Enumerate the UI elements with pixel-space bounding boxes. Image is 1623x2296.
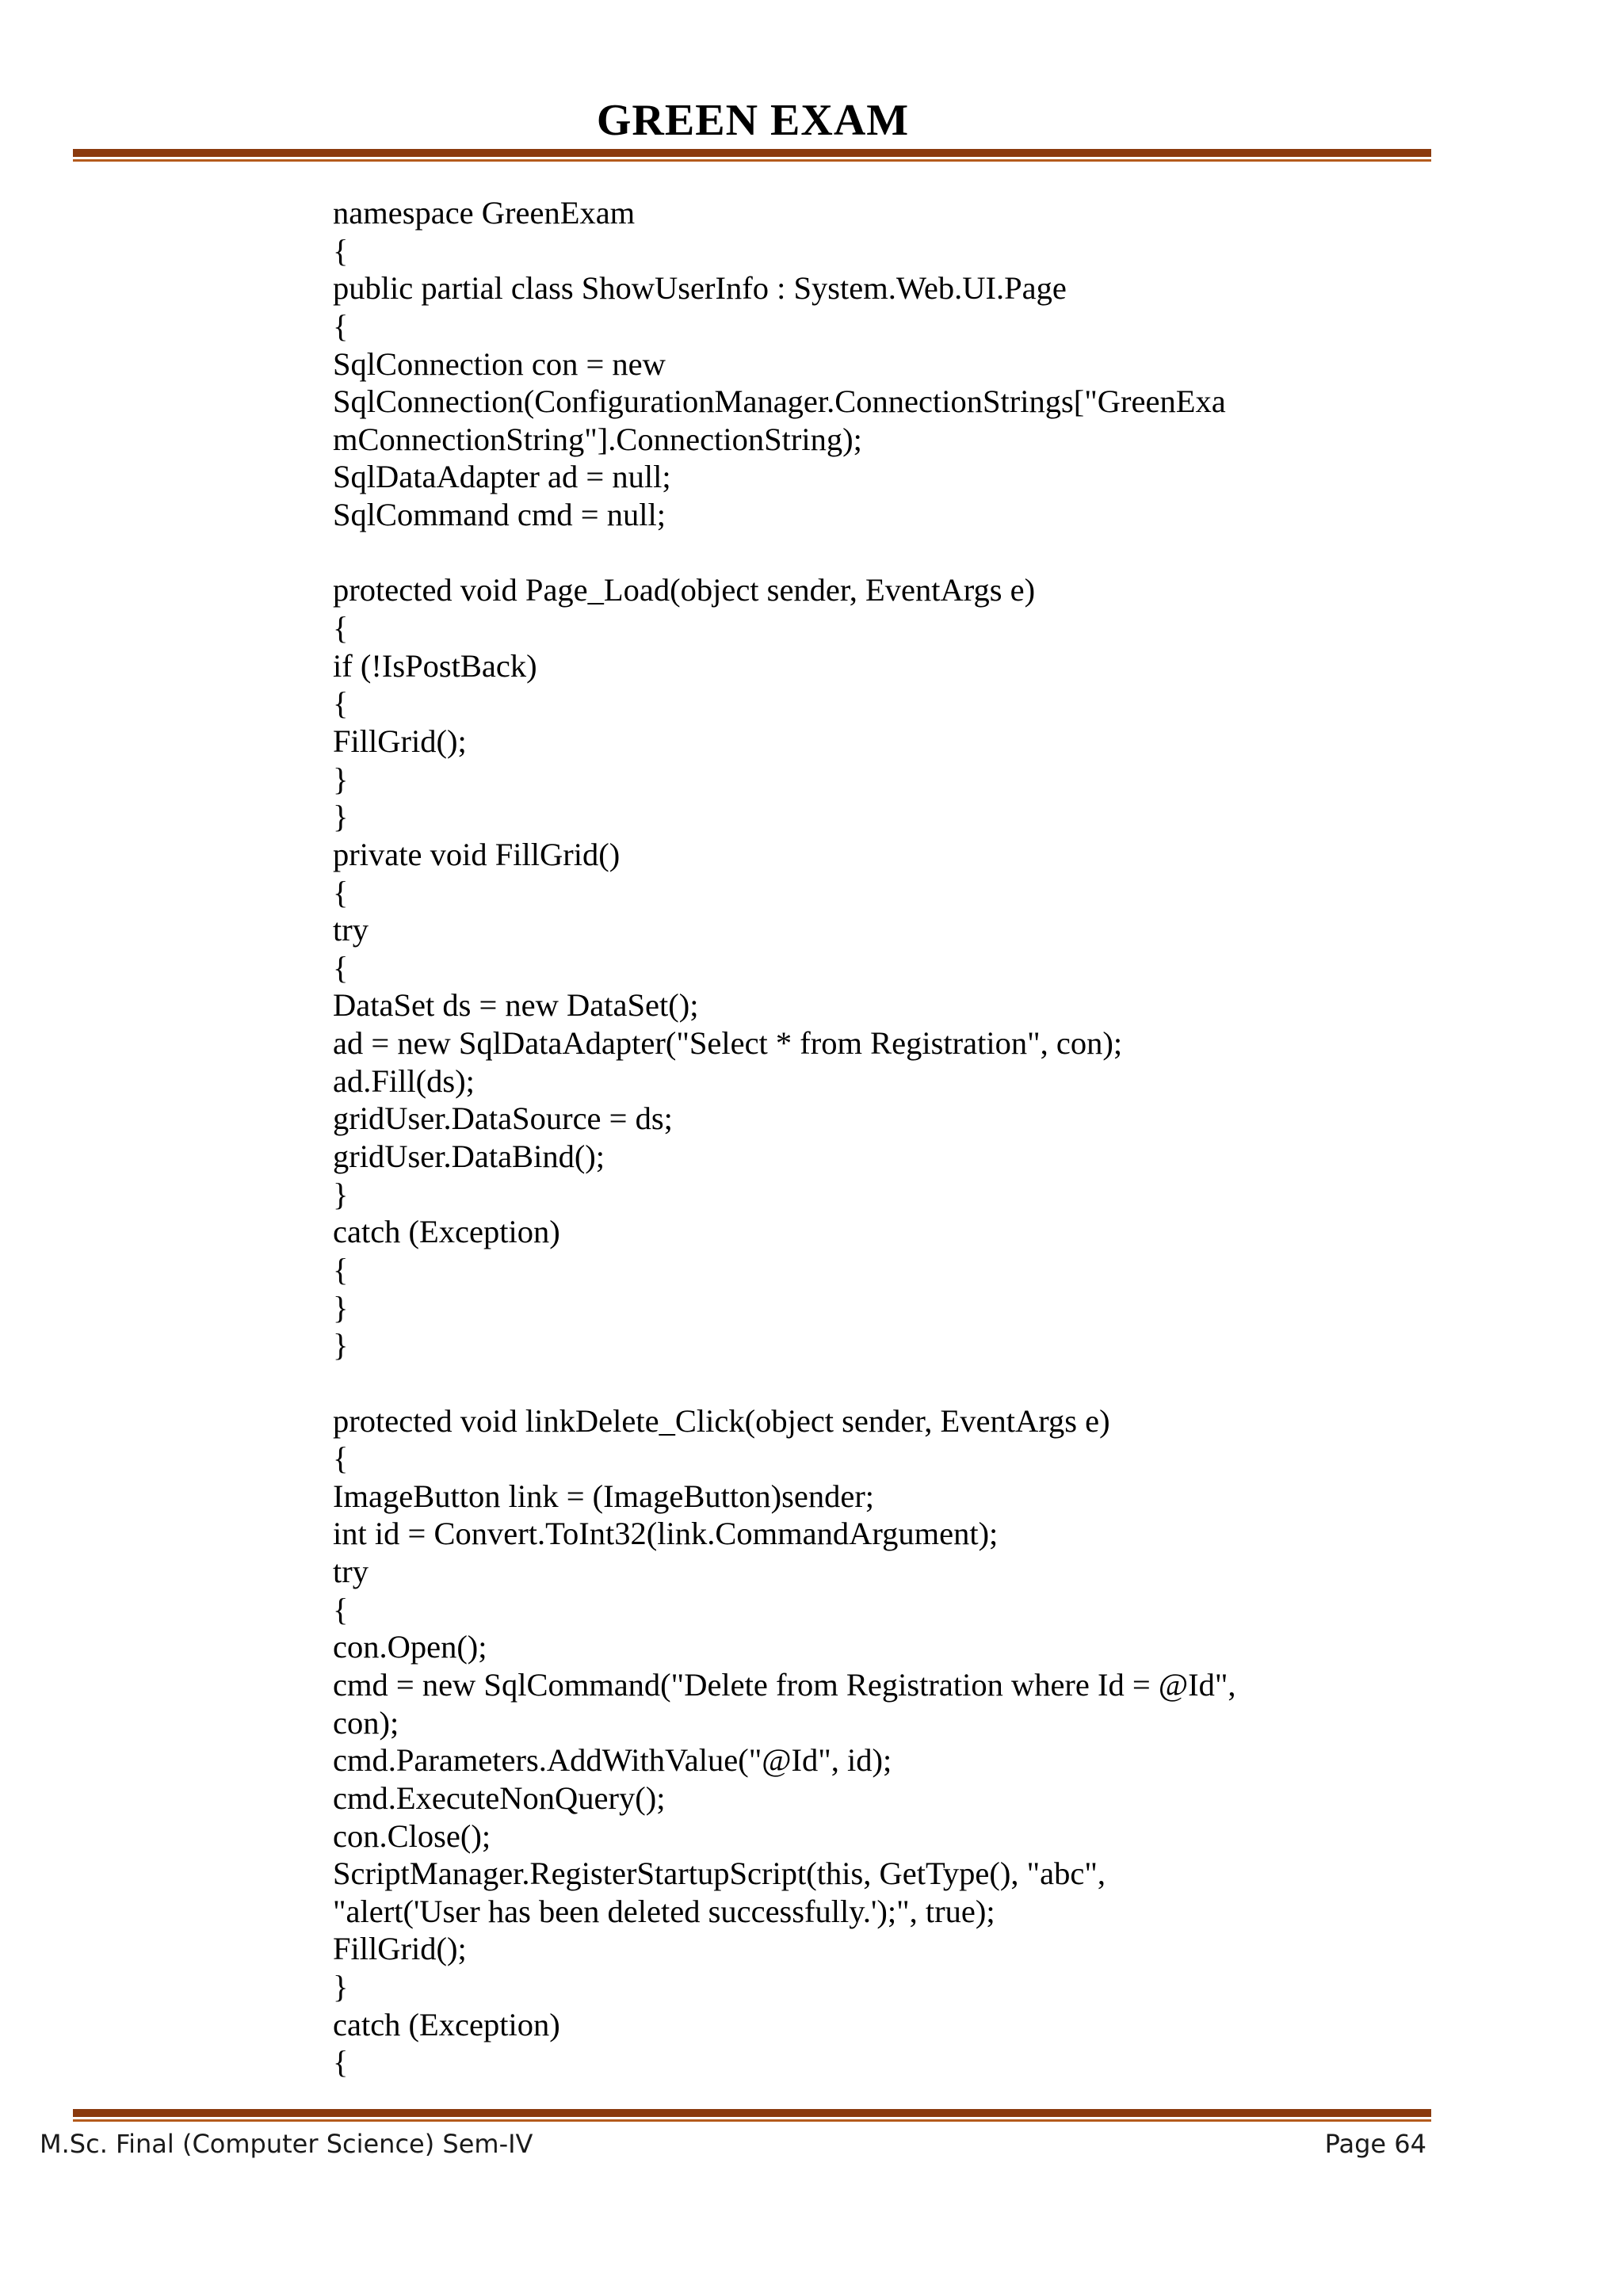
code-line: }	[333, 1969, 349, 2005]
code-line: public partial class ShowUserInfo : System.Web.UI.Page	[333, 270, 1067, 307]
code-listing	[333, 194, 1442, 2081]
code-line: {	[333, 874, 349, 910]
code-line: int id = Convert.ToInt32(link.CommandArgument);	[333, 1516, 999, 1552]
header-rule	[73, 149, 1431, 162]
code-line: cmd.ExecuteNonQuery();	[333, 1779, 666, 1816]
footer-page-number: Page 64	[1324, 2129, 1426, 2159]
footer-course-label: M.Sc. Final (Computer Science) Sem-IV	[40, 2129, 533, 2159]
code-line: ScriptManager.RegisterStartupScript(this, GetType(), "abc",	[333, 1855, 1106, 1892]
code-line: con);	[333, 1704, 399, 1741]
code-line: FillGrid();	[333, 1931, 467, 1967]
code-line: cmd = new SqlCommand("Delete from Registration where Id = @Id",	[333, 1666, 1236, 1703]
footer-rule	[73, 2109, 1431, 2122]
code-line: }	[333, 1327, 349, 1363]
code-line: SqlCommand cmd = null;	[333, 497, 666, 533]
code-line: try	[333, 912, 369, 948]
code-line: {	[333, 307, 349, 344]
code-line: SqlConnection con = new	[333, 345, 666, 382]
code-line: {	[333, 2044, 349, 2081]
code-line: {	[333, 1251, 349, 1287]
code-line: catch (Exception)	[333, 1214, 560, 1250]
code-line: {	[333, 949, 349, 986]
code-line: private void FillGrid()	[333, 836, 621, 872]
code-line: con.Open();	[333, 1629, 487, 1665]
code-line: "alert('User has been deleted successfully.');", true);	[333, 1893, 995, 1929]
code-line: try	[333, 1554, 369, 1590]
code-line: {	[333, 232, 349, 269]
code-line: catch (Exception)	[333, 2006, 560, 2042]
code-line: {	[333, 685, 349, 722]
code-line: gridUser.DataSource = ds;	[333, 1100, 673, 1137]
code-line: }	[333, 1289, 349, 1325]
code-line: SqlDataAdapter ad = null;	[333, 459, 671, 495]
code-line	[333, 534, 1442, 572]
code-line: mConnectionString"].ConnectionString);	[333, 421, 862, 457]
code-line: con.Close();	[333, 1817, 491, 1854]
code-line: {	[333, 610, 349, 646]
code-line: {	[333, 1440, 349, 1477]
code-line: if (!IsPostBack)	[333, 647, 537, 684]
code-line: SqlConnection(ConfigurationManager.ConnectionStrings["GreenExa	[333, 383, 1226, 420]
code-line	[333, 1364, 1442, 1402]
code-line: ImageButton link = (ImageButton)sender;	[333, 1478, 875, 1514]
code-line: namespace GreenExam	[333, 195, 636, 231]
code-line: protected void linkDelete_Click(object sender, EventArgs e)	[333, 1402, 1110, 1439]
code-line: {	[333, 1591, 349, 1627]
code-line: gridUser.DataBind();	[333, 1138, 605, 1175]
code-line: protected void Page_Load(object sender, EventArgs e)	[333, 572, 1036, 608]
code-line: ad.Fill(ds);	[333, 1062, 475, 1099]
code-line: }	[333, 761, 349, 797]
code-line: }	[333, 799, 349, 835]
code-line: cmd.Parameters.AddWithValue("@Id", id);	[333, 1742, 892, 1779]
header-title: GREEN EXAM	[596, 96, 910, 145]
code-line: DataSet ds = new DataSet();	[333, 987, 699, 1024]
code-line: ad = new SqlDataAdapter("Select * from Registration", con);	[333, 1025, 1123, 1062]
code-line: }	[333, 1176, 349, 1212]
code-line: FillGrid();	[333, 723, 467, 759]
